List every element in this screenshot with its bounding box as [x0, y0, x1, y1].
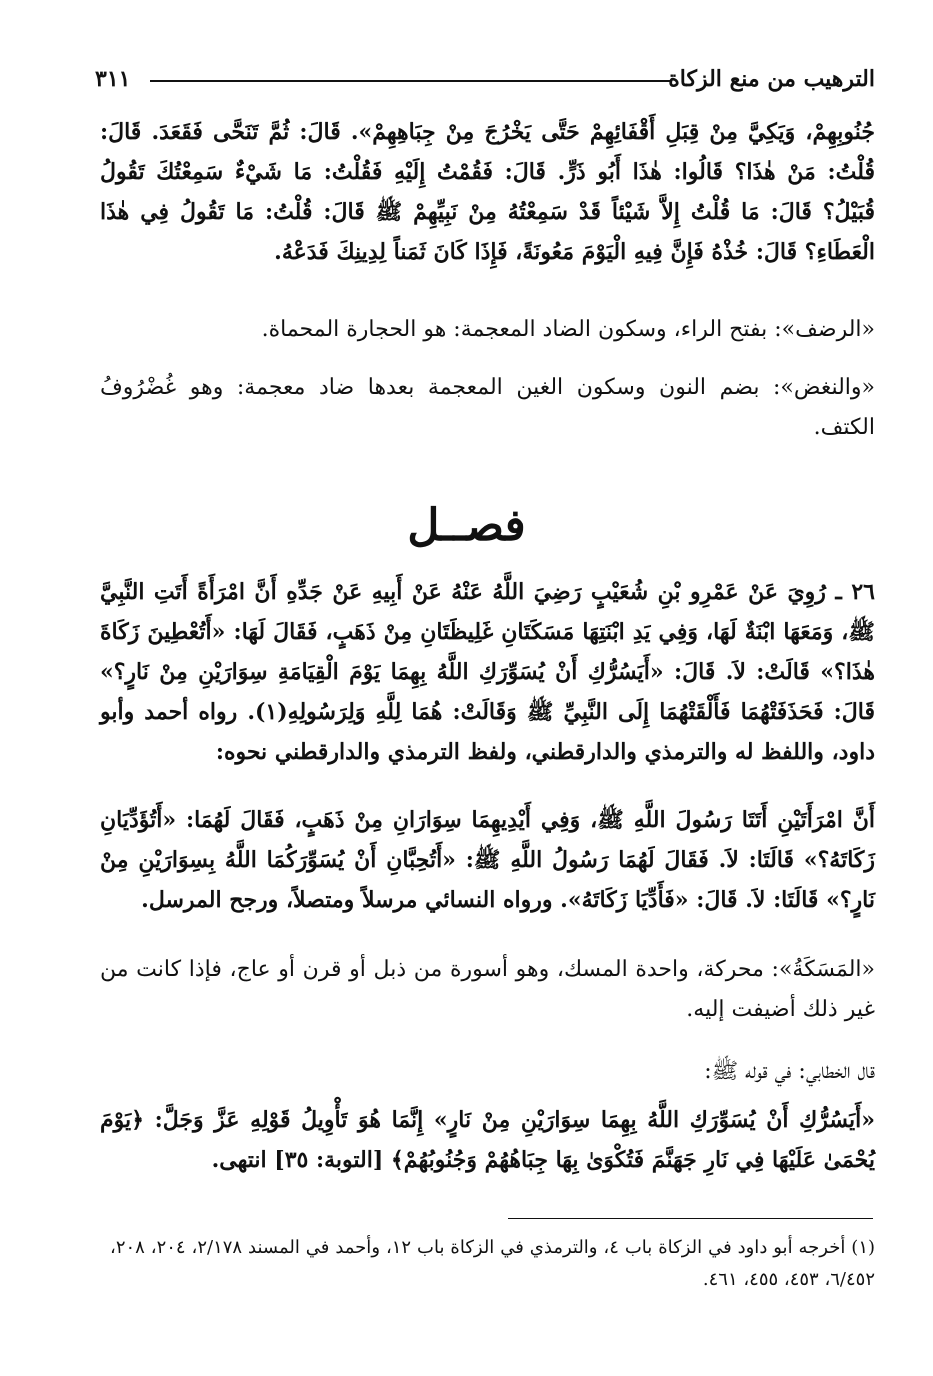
- gloss-radf: [100, 310, 875, 350]
- section-heading: فصــل: [407, 500, 526, 551]
- paragraph: جُنُوبِهِمْ، وَيَكِيَّ مِنْ قِبَلِ أَقْفَائِهِمْ حَتَّى يَخْرُجَ مِنْ جِبَاهِهِمْ». قَالَ: ثُمَّ تَنَحَّى فَقَعَدَ. قَالَ: قُلْتُ: مَنْ هٰذَا؟ قَالُوا: هٰذَا أَبُو ذَرٍّ. قَالَ: فَقُمْتُ إِلَيْهِ فَقُلْتُ: مَا شَيْءٌ سَمِعْتُكَ تَقُولُ قُبَيْلُ؟ قَالَ: مَا قُلْتُ إِلاَّ شَيْئاً قَدْ سَمِعْتُهُ مِنْ نَبِيِّهِمْ ﷺ قَالَ: قُلْتُ: مَا تَقُولُ فِي هٰذَا الْعَطَاءِ؟ قَالَ: خُذْهُ فَإِنَّ فِيهِ الْيَوْمَ مَعُونَةً، فَإِذَا كَانَ ثَمَناً لِدِينِكَ فَدَعْهُ.: [100, 119, 875, 265]
- running-title: الترهيب من منع الزكاة: [668, 66, 875, 92]
- hadith-continuation: [100, 112, 875, 272]
- paragraph: «الرضف»: بفتح الراء، وسكون الضاد المعجمة: هو الحجارة المحماة.: [261, 317, 875, 342]
- page-header: [95, 62, 875, 102]
- page-number: ٣١١: [95, 66, 131, 92]
- footnote: (١) أخرجه أبو داود في الزكاة باب ٤، والترمذي في الزكاة باب ١٢، وأحمد في المسند ٢/١٧٨، ٢٠٤، ٢٠٨، ٦/٤٥٢، ٤٥٣، ٤٥٥، ٤٦١.: [110, 1237, 876, 1290]
- header-rule: [150, 80, 670, 82]
- paragraph: قال الخطابي: في قوله ﷺ:: [704, 1059, 875, 1084]
- hadith-26: [100, 572, 875, 772]
- gloss-masaka: [100, 950, 875, 1030]
- hadith-variant: [100, 800, 875, 920]
- khattabi-quote: [100, 1100, 875, 1180]
- paragraph: «والنغض»: بضم النون وسكون الغين المعجمة بعدها ضاد معجمة: وهو غُضْرُوفُ الكتف.: [100, 375, 875, 440]
- paragraph: أَنَّ امْرَأَتَيْنِ أَتَتَا رَسُولَ اللَّهِ ﷺ، وَفِي أَيْدِيهِمَا سِوَارَانِ مِنْ ذَهَبٍ، فَقَالَ لَهُمَا: «أَتُؤَدِّيَانِ زَكَاتَهُ؟» قَالَتَا: لاَ. فَقَالَ لَهُمَا رَسُولُ اللَّهِ ﷺ: «أَتُحِبَّانِ أَنْ يُسَوِّرَكُمَا اللَّهُ بِسِوَارَيْنِ مِنْ نَارٍ؟» قَالَتَا: لاَ. قَالَ: «فَأَدِّيَا زَكَاتَهُ». ورواه النسائي مرسلاً ومتصلاً، ورجح المرسل.: [100, 807, 875, 913]
- paragraph: «أَيَسُرُّكِ أَنْ يُسَوِّرَكِ اللَّهُ بِهِمَا سِوَارَيْنِ مِنْ نَارٍ» إِنَّمَا هُوَ تَأْوِيلُ قَوْلِهِ عَزَّ وَجَلَّ: ﴿يَوْمَ يُحْمَىٰ عَلَيْهَا فِي نَارِ جَهَنَّمَ فَتُكْوَىٰ بِهَا جِبَاهُهُمْ وَجُنُوبُهُمْ﴾ [التوبة: ٣٥] انتهى.: [100, 1107, 875, 1173]
- gloss-naghd: [100, 368, 875, 448]
- khattabi-intro: [100, 1052, 875, 1092]
- paragraph: «المَسَكَةُ»: محركة، واحدة المسك، وهو أسورة من ذبل أو قرن أو عاج، فإذا كانت من غير ذلك أضيفت إليه.: [100, 957, 875, 1022]
- paragraph: ٢٦ ـ رُوِيَ عَنْ عَمْرِو بْنِ شُعَيْبٍ رَضِيَ اللَّهُ عَنْهُ عَنْ أَبِيهِ عَنْ جَدِّهِ أَنَّ امْرَأَةً أَتَتِ النَّبِيَّ ﷺ، وَمَعَهَا ابْنَةٌ لَهَا، وَفِي يَدِ ابْنَتِهَا مَسَكَتَانِ غَلِيظَتَانِ مِنْ ذَهَبٍ، فَقَالَ لَهَا: «أَتُعْطِينَ زَكَاةَ هٰذَا؟» قَالَتْ: لاَ. قَالَ: «أَيَسُرُّكِ أَنْ يُسَوِّرَكِ اللَّهُ بِهِمَا يَوْمَ الْقِيَامَةِ سِوَارَيْنِ مِنْ نَارٍ؟» قَالَ: فَحَذَفَتْهُمَا فَأَلْقَتْهُمَا إِلَى النَّبِيِّ ﷺ وَقَالَتْ: هُمَا لِلَّهِ وَلِرَسُولِهِ(١). رواه أحمد وأبو داود، واللفظ له والترمذي والدارقطني، ولفظ الترمذي والدارقطني نحوه:: [100, 579, 875, 765]
- footnote-rule: [508, 1218, 873, 1219]
